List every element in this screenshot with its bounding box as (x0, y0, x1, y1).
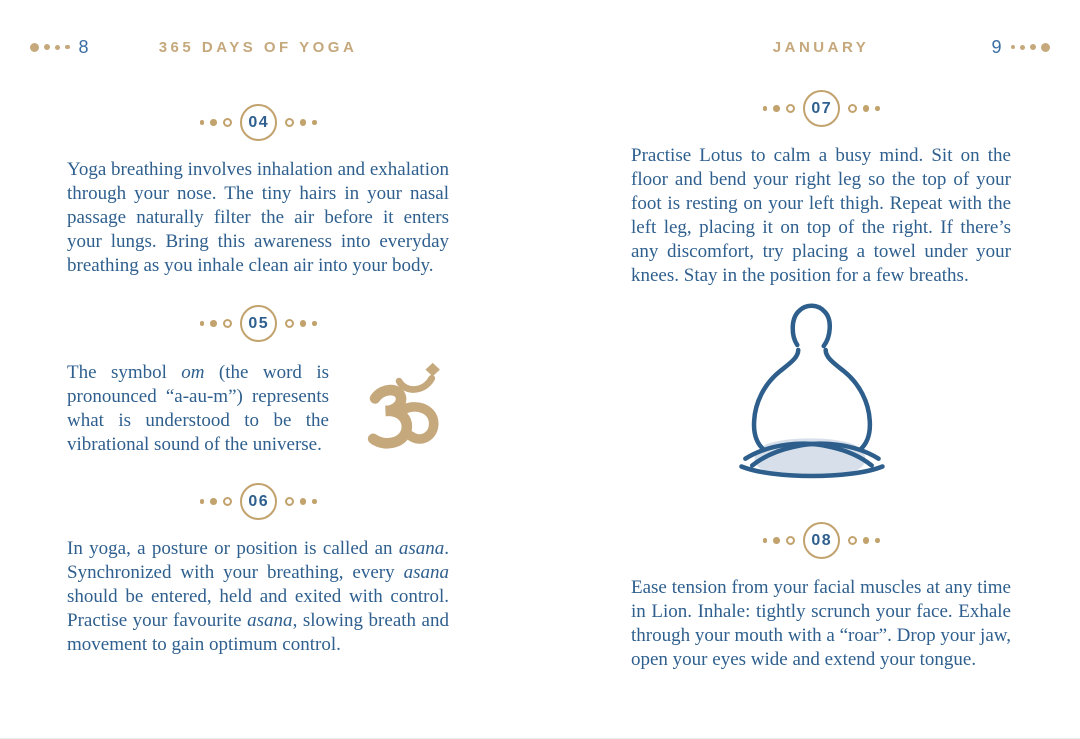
page-right (540, 0, 1080, 739)
dot-icon (863, 105, 870, 112)
entry-04 (67, 104, 449, 278)
entry-06-number-circle (240, 483, 277, 520)
entry-number: 04 (248, 113, 270, 131)
entry-08 (631, 522, 1011, 672)
dot-icon (763, 538, 768, 543)
dot-icon (1041, 43, 1050, 52)
entry-05-marker (67, 305, 449, 342)
ring-dot-icon (848, 104, 857, 113)
dot-icon (300, 498, 307, 505)
marker-dots-right (285, 118, 317, 127)
dot-icon (763, 106, 768, 111)
entry-number: 07 (811, 99, 833, 117)
page-number-right: 9 (991, 37, 1002, 57)
marker-dots-left (200, 118, 232, 127)
dot-icon (55, 45, 60, 50)
dot-icon (210, 498, 217, 505)
ring-dot-icon (285, 319, 294, 328)
dot-icon (1011, 45, 1016, 50)
dot-icon (1030, 44, 1036, 50)
dot-icon (875, 538, 880, 543)
marker-dots-right (848, 536, 880, 545)
lotus-meditation-illustration (712, 300, 908, 495)
entry-05 (67, 305, 449, 458)
ring-dot-icon (285, 497, 294, 506)
dot-icon (312, 120, 317, 125)
marker-dots-left (200, 497, 232, 506)
entry-04-text: Yoga breathing involves inhalation and exhalation through your nose. The tiny hairs in your nasal passage naturally filter the air before it enters your lungs. Bring this awareness into everyday breathing as you inhale clean air into your body. (67, 159, 449, 276)
page-number-left: 8 (78, 37, 89, 57)
dot-icon (300, 320, 307, 327)
ring-dot-icon (285, 118, 294, 127)
marker-dots-right (285, 497, 317, 506)
entry-04-marker (67, 104, 449, 141)
entry-06-text: In yoga, a posture or position is called an asana. Synchronized with your breathing, every asana should be entered, held and exited with control. Practise your favourite asana, slowing breath and movement to gain optimum control. (67, 538, 449, 655)
dot-icon (1020, 45, 1025, 50)
ring-dot-icon (223, 319, 232, 328)
dot-icon (312, 321, 317, 326)
entry-05-number-circle (240, 305, 277, 342)
ring-dot-icon (786, 536, 795, 545)
marker-dots-right (848, 104, 880, 113)
ring-dot-icon (786, 104, 795, 113)
dot-icon (875, 106, 880, 111)
entry-08-marker (631, 522, 1011, 559)
dot-icon (773, 105, 780, 112)
entry-07-text: Practise Lotus to calm a busy mind. Sit on the floor and bend your right leg so the top of your foot is resting on your left thigh. Repeat with the left leg, placing it on top of the right. If there’s any discomfort, try placing a towel under your knees. Stay in the position for a few breaths. (631, 145, 1011, 286)
dot-icon (312, 499, 317, 504)
om-icon (347, 359, 455, 458)
marker-dots-left (763, 536, 795, 545)
dot-icon (210, 320, 217, 327)
marker-dots-left (763, 104, 795, 113)
entry-06-marker (67, 483, 449, 520)
dot-icon (210, 119, 217, 126)
dot-icon (200, 120, 205, 125)
folio-dots-right (1011, 43, 1051, 52)
ring-dot-icon (848, 536, 857, 545)
folio-right (991, 38, 1050, 56)
marker-dots-right (285, 319, 317, 328)
dot-icon (300, 119, 307, 126)
dot-icon (200, 321, 205, 326)
running-head-month: JANUARY (772, 39, 870, 56)
dot-icon (44, 44, 50, 50)
entry-08-text: Ease tension from your facial muscles at any time in Lion. Inhale: tightly scrunch your face. Exhale through your mouth with a “roar”. Drop your jaw, open your eyes wide and extend your tongue. (631, 577, 1011, 670)
entry-07 (631, 90, 1011, 288)
dot-icon (773, 537, 780, 544)
entry-number: 06 (248, 492, 270, 510)
entry-04-number-circle (240, 104, 277, 141)
dot-icon (863, 537, 870, 544)
marker-dots-left (200, 319, 232, 328)
entry-number: 08 (811, 531, 833, 549)
entry-08-number-circle (803, 522, 840, 559)
entry-05-text: The symbol om (the word is pronounced “a-au-m”) represents what is understood to be the vibrational sound of the universe. (67, 361, 329, 455)
running-head-book-title: 365 DAYS OF YOGA (158, 39, 358, 56)
dot-icon (200, 499, 205, 504)
dot-icon (30, 43, 39, 52)
entry-07-marker (631, 90, 1011, 127)
entry-06 (67, 483, 449, 657)
folio-dots-left (30, 43, 70, 52)
ring-dot-icon (223, 497, 232, 506)
ring-dot-icon (223, 118, 232, 127)
entry-number: 05 (248, 314, 270, 332)
entry-07-number-circle (803, 90, 840, 127)
